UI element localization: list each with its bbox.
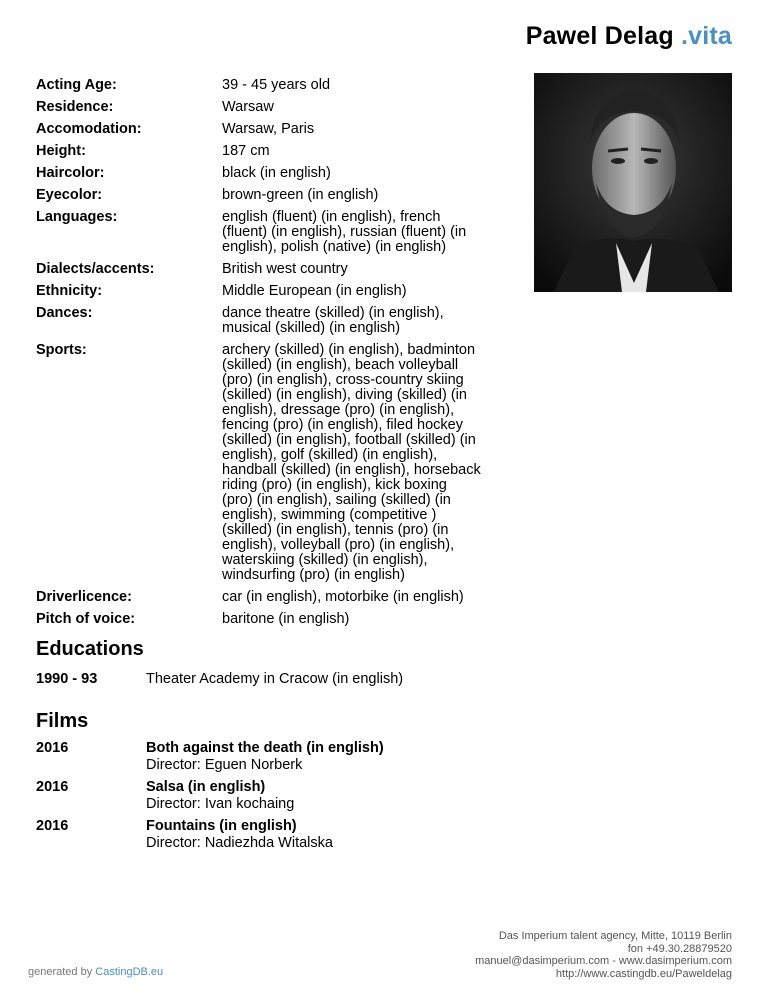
attribute-value-line: english), dressage (pro) (in english),: [222, 402, 455, 418]
film-title: Fountains (in english): [146, 818, 297, 834]
attribute-row: [36, 306, 502, 343]
attribute-row: [36, 284, 502, 306]
attribute-label: Pitch of voice:: [36, 611, 136, 627]
attribute-label: Accomodation:: [36, 121, 142, 137]
film-year: 2016: [36, 740, 69, 756]
attribute-label: Height:: [36, 143, 86, 159]
attribute-row: [36, 78, 502, 100]
attribute-value: baritone (in english): [222, 611, 350, 627]
film-info: [146, 779, 546, 813]
attribute-value: Middle European (in english): [222, 283, 407, 299]
attribute-value-line: fencing (pro) (in english), filed hockey: [222, 417, 463, 433]
agency-line[interactable]: http://www.castingdb.eu/Paweldelag: [555, 967, 732, 980]
attribute-value-line: archery (skilled) (in english), badminton: [222, 342, 476, 358]
attribute-value: [222, 210, 502, 262]
attribute-row: [36, 590, 502, 612]
film-director: Director: Nadiezhda Witalska: [146, 835, 333, 851]
attribute-value-line: musical (skilled) (in english): [222, 320, 401, 336]
attribute-value-line: english), swimming (competitive ): [222, 507, 437, 523]
generated-prefix: generated by: [28, 966, 96, 978]
education-year: 1990 - 93: [36, 671, 98, 687]
agency-contact: [475, 930, 732, 980]
attribute-value-line: riding (pro) (in english), kick boxing: [222, 477, 447, 493]
attribute-label: Driverlicence:: [36, 589, 132, 605]
attribute-row: [36, 188, 502, 210]
attribute-value: British west country: [222, 261, 348, 277]
attribute-value-line: waterskiing (skilled) (in english),: [222, 552, 428, 568]
agency-line[interactable]: manuel@dasimperium.com - www.dasimperium.com: [475, 955, 732, 967]
attribute-row: [36, 166, 502, 188]
attribute-value-line: english (fluent) (in english), french: [222, 209, 441, 225]
film-info: [146, 740, 546, 774]
actor-name: Pawel Delag: [525, 22, 674, 50]
film-year: 2016: [36, 818, 69, 834]
attribute-table: [36, 78, 502, 634]
attribute-value-line: (fluent) (in english), russian (fluent) (in: [222, 224, 467, 240]
attribute-value-line: dance theatre (skilled) (in english),: [222, 305, 444, 321]
attribute-label: Haircolor:: [36, 165, 105, 181]
attribute-value: brown-green (in english): [222, 187, 379, 203]
attribute-label: Eyecolor:: [36, 187, 103, 203]
attribute-label: Sports:: [36, 342, 87, 358]
attribute-value-line: handball (skilled) (in english), horseback: [222, 462, 481, 478]
attribute-value-line: english), golf (skilled) (in english),: [222, 447, 438, 463]
attribute-value-line: english), volleyball (pro) (in english),: [222, 537, 455, 553]
education-text: Theater Academy in Cracow (in english): [146, 671, 404, 687]
attribute-value-line: (skilled) (in english), beach volleyball: [222, 357, 459, 373]
film-year: 2016: [36, 779, 69, 795]
attribute-row: [36, 210, 502, 262]
attribute-row: [36, 144, 502, 166]
attribute-value-line: (skilled) (in english), diving (skilled) (in: [222, 387, 467, 403]
attribute-row: [36, 262, 502, 284]
attribute-label: Acting Age:: [36, 77, 117, 93]
attribute-value-line: (pro) (in english), cross-country skiing: [222, 372, 464, 388]
attribute-value: Warsaw, Paris: [222, 121, 315, 137]
attribute-row: [36, 122, 502, 144]
attribute-label: Residence:: [36, 99, 114, 115]
attribute-label: Dialects/accents:: [36, 261, 155, 277]
agency-line: Das Imperium talent agency, Mitte, 10119 Berlin: [498, 930, 732, 942]
castingdb-link[interactable]: CastingDB.eu: [95, 966, 164, 978]
actor-photo: [534, 73, 732, 292]
attribute-value-line: (pro) (in english), sailing (skilled) (in: [222, 492, 451, 508]
attribute-value: [222, 306, 502, 343]
attribute-row: [36, 612, 502, 634]
attribute-value-line: (skilled) (in english), tennis (pro) (in: [222, 522, 449, 538]
page-title: [526, 22, 732, 51]
film-info: [146, 818, 546, 852]
attribute-label: Dances:: [36, 305, 93, 321]
film-title: Both against the death (in english): [146, 740, 384, 756]
attribute-value: [222, 343, 502, 590]
attribute-value: Warsaw: [222, 99, 274, 115]
film-director: Director: Eguen Norberk: [146, 757, 303, 773]
attribute-value-line: english), polish (native) (in english): [222, 239, 447, 255]
attribute-label: Languages:: [36, 209, 118, 225]
attribute-value-line: (skilled) (in english), football (skilled) (in: [222, 432, 476, 448]
attribute-value: 187 cm: [222, 143, 270, 159]
agency-line: fon +49.30.28879520: [627, 942, 732, 955]
attribute-label: Ethnicity:: [36, 283, 103, 299]
attribute-value: black (in english): [222, 165, 331, 181]
attribute-row: [36, 343, 502, 590]
film-title: Salsa (in english): [146, 779, 266, 795]
generated-by: [28, 966, 163, 978]
film-director: Director: Ivan kochaing: [146, 796, 295, 812]
vita-suffix: .vita: [680, 22, 732, 50]
attribute-row: [36, 100, 502, 122]
attribute-value-line: windsurfing (pro) (in english): [222, 567, 405, 583]
films-heading: Films: [36, 710, 89, 732]
attribute-value: car (in english), motorbike (in english): [222, 589, 464, 605]
attribute-value: 39 - 45 years old: [222, 77, 331, 93]
educations-heading: Educations: [36, 638, 144, 660]
